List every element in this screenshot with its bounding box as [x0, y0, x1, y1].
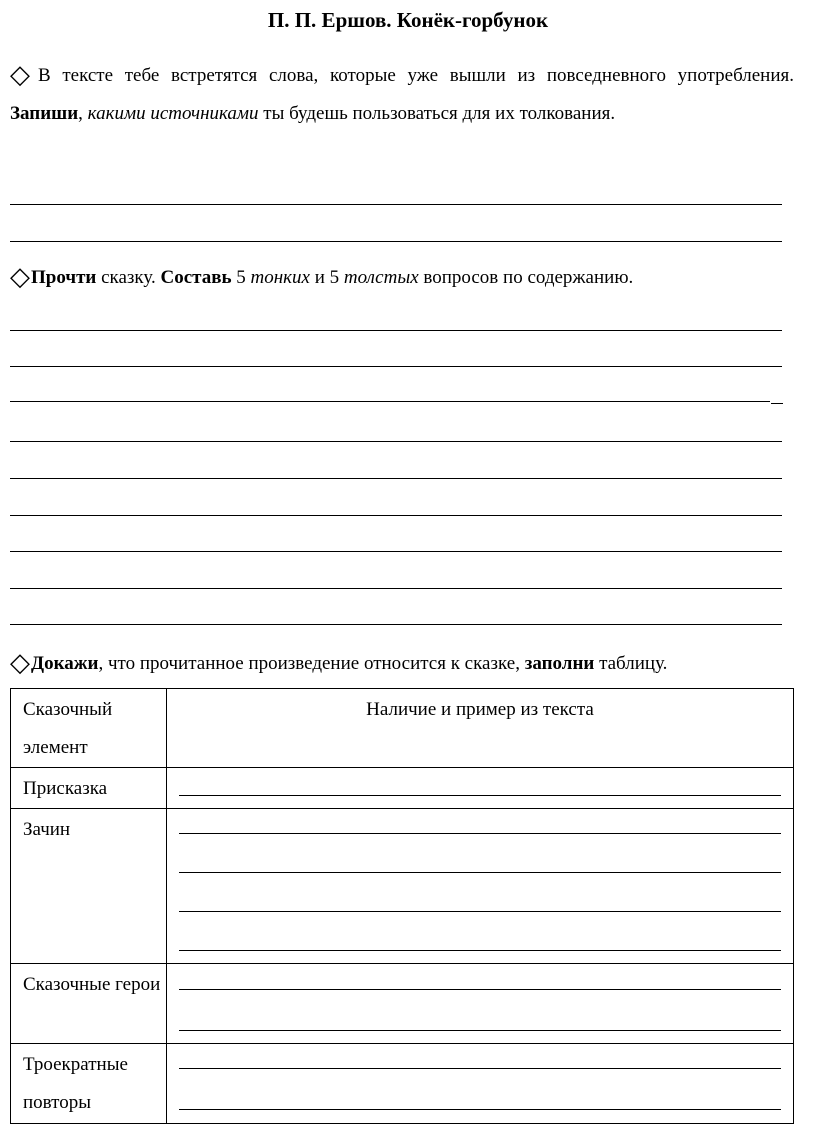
- answer-line[interactable]: [10, 366, 782, 367]
- table-row: [11, 768, 794, 809]
- task-2-bold-compose: Составь: [160, 267, 232, 288]
- table-answer-cell[interactable]: [167, 964, 794, 1044]
- header-example-label: Наличие и пример из текста: [366, 699, 594, 720]
- task-2-instruction: [10, 256, 794, 297]
- row-label: Присказка: [23, 778, 108, 799]
- answer-line[interactable]: [10, 441, 782, 442]
- diamond-bullet-icon: ◇: [10, 262, 30, 291]
- task-3-bold-prove: Докажи: [31, 653, 99, 674]
- answer-line[interactable]: [179, 1068, 781, 1069]
- task-2-text-2: 5: [231, 267, 251, 288]
- table-cell: [11, 809, 167, 964]
- answer-line[interactable]: [10, 204, 782, 205]
- task-1-italic-sources: какими источниками: [87, 103, 259, 124]
- answer-line[interactable]: [179, 950, 781, 951]
- answer-line[interactable]: [10, 401, 770, 402]
- task-3-instruction: [10, 642, 794, 683]
- task-3-text-2: таблицу.: [594, 653, 668, 674]
- table-row: [11, 964, 794, 1044]
- answer-line[interactable]: [10, 624, 782, 625]
- task-1-text-start: В тексте тебе встретятся слова, которые уже вышли из повседневного употребления.: [37, 65, 794, 86]
- answer-line[interactable]: [10, 241, 782, 242]
- diamond-bullet-icon: ◇: [10, 648, 30, 677]
- table-header-row: [11, 689, 794, 768]
- answer-line[interactable]: [10, 588, 782, 589]
- task-1-instruction: [10, 54, 794, 133]
- task-2-italic-thick: толстых: [343, 267, 419, 288]
- answer-line[interactable]: [179, 833, 781, 834]
- table-row: [11, 809, 794, 964]
- answer-line[interactable]: [179, 795, 781, 796]
- answer-line[interactable]: [10, 478, 782, 479]
- answer-line-tail: [771, 403, 783, 404]
- table-answer-cell[interactable]: [167, 1044, 794, 1124]
- table-answer-cell[interactable]: [167, 768, 794, 809]
- task-2-text-3: и 5: [309, 267, 344, 288]
- task-2-italic-thin: тонких: [250, 267, 310, 288]
- table-header-cell: [11, 689, 167, 768]
- table-cell: [11, 768, 167, 809]
- answer-line[interactable]: [10, 330, 782, 331]
- task-2-text-1: сказку.: [96, 267, 161, 288]
- row-label: Сказочные герои: [23, 974, 161, 995]
- table-header-cell: [167, 689, 794, 768]
- task-3-text-1: , что прочитанное произведение относится к сказке,: [98, 653, 525, 674]
- row-label: Зачин: [23, 819, 71, 840]
- page-title: П. П. Ершов. Конёк-горбунок: [267, 8, 549, 32]
- table-row: [11, 1044, 794, 1124]
- answer-line[interactable]: [179, 1109, 781, 1110]
- table-cell: [11, 1044, 167, 1124]
- answer-line[interactable]: [10, 515, 782, 516]
- table-answer-cell[interactable]: [167, 809, 794, 964]
- header-element-label: Сказочный элемент: [23, 699, 113, 758]
- task-2-bold-read: Прочти: [31, 267, 97, 288]
- answer-line[interactable]: [179, 911, 781, 912]
- answer-line[interactable]: [179, 1030, 781, 1031]
- task-1-bold-write: Запиши: [10, 103, 79, 124]
- fairy-tale-elements-table: [10, 688, 794, 1124]
- task-3-bold-fill: заполни: [524, 653, 595, 674]
- answer-line[interactable]: [179, 989, 781, 990]
- row-label: Троекратные повторы: [23, 1054, 128, 1113]
- answer-line[interactable]: [179, 872, 781, 873]
- table-cell: [11, 964, 167, 1044]
- answer-line[interactable]: [10, 551, 782, 552]
- task-2-text-4: вопросов по содержанию.: [418, 267, 634, 288]
- diamond-bullet-icon: ◇: [10, 60, 37, 89]
- task-1-text-end: ты будешь пользоваться для их толкования.: [258, 103, 616, 124]
- task-1-sep: ,: [78, 103, 88, 124]
